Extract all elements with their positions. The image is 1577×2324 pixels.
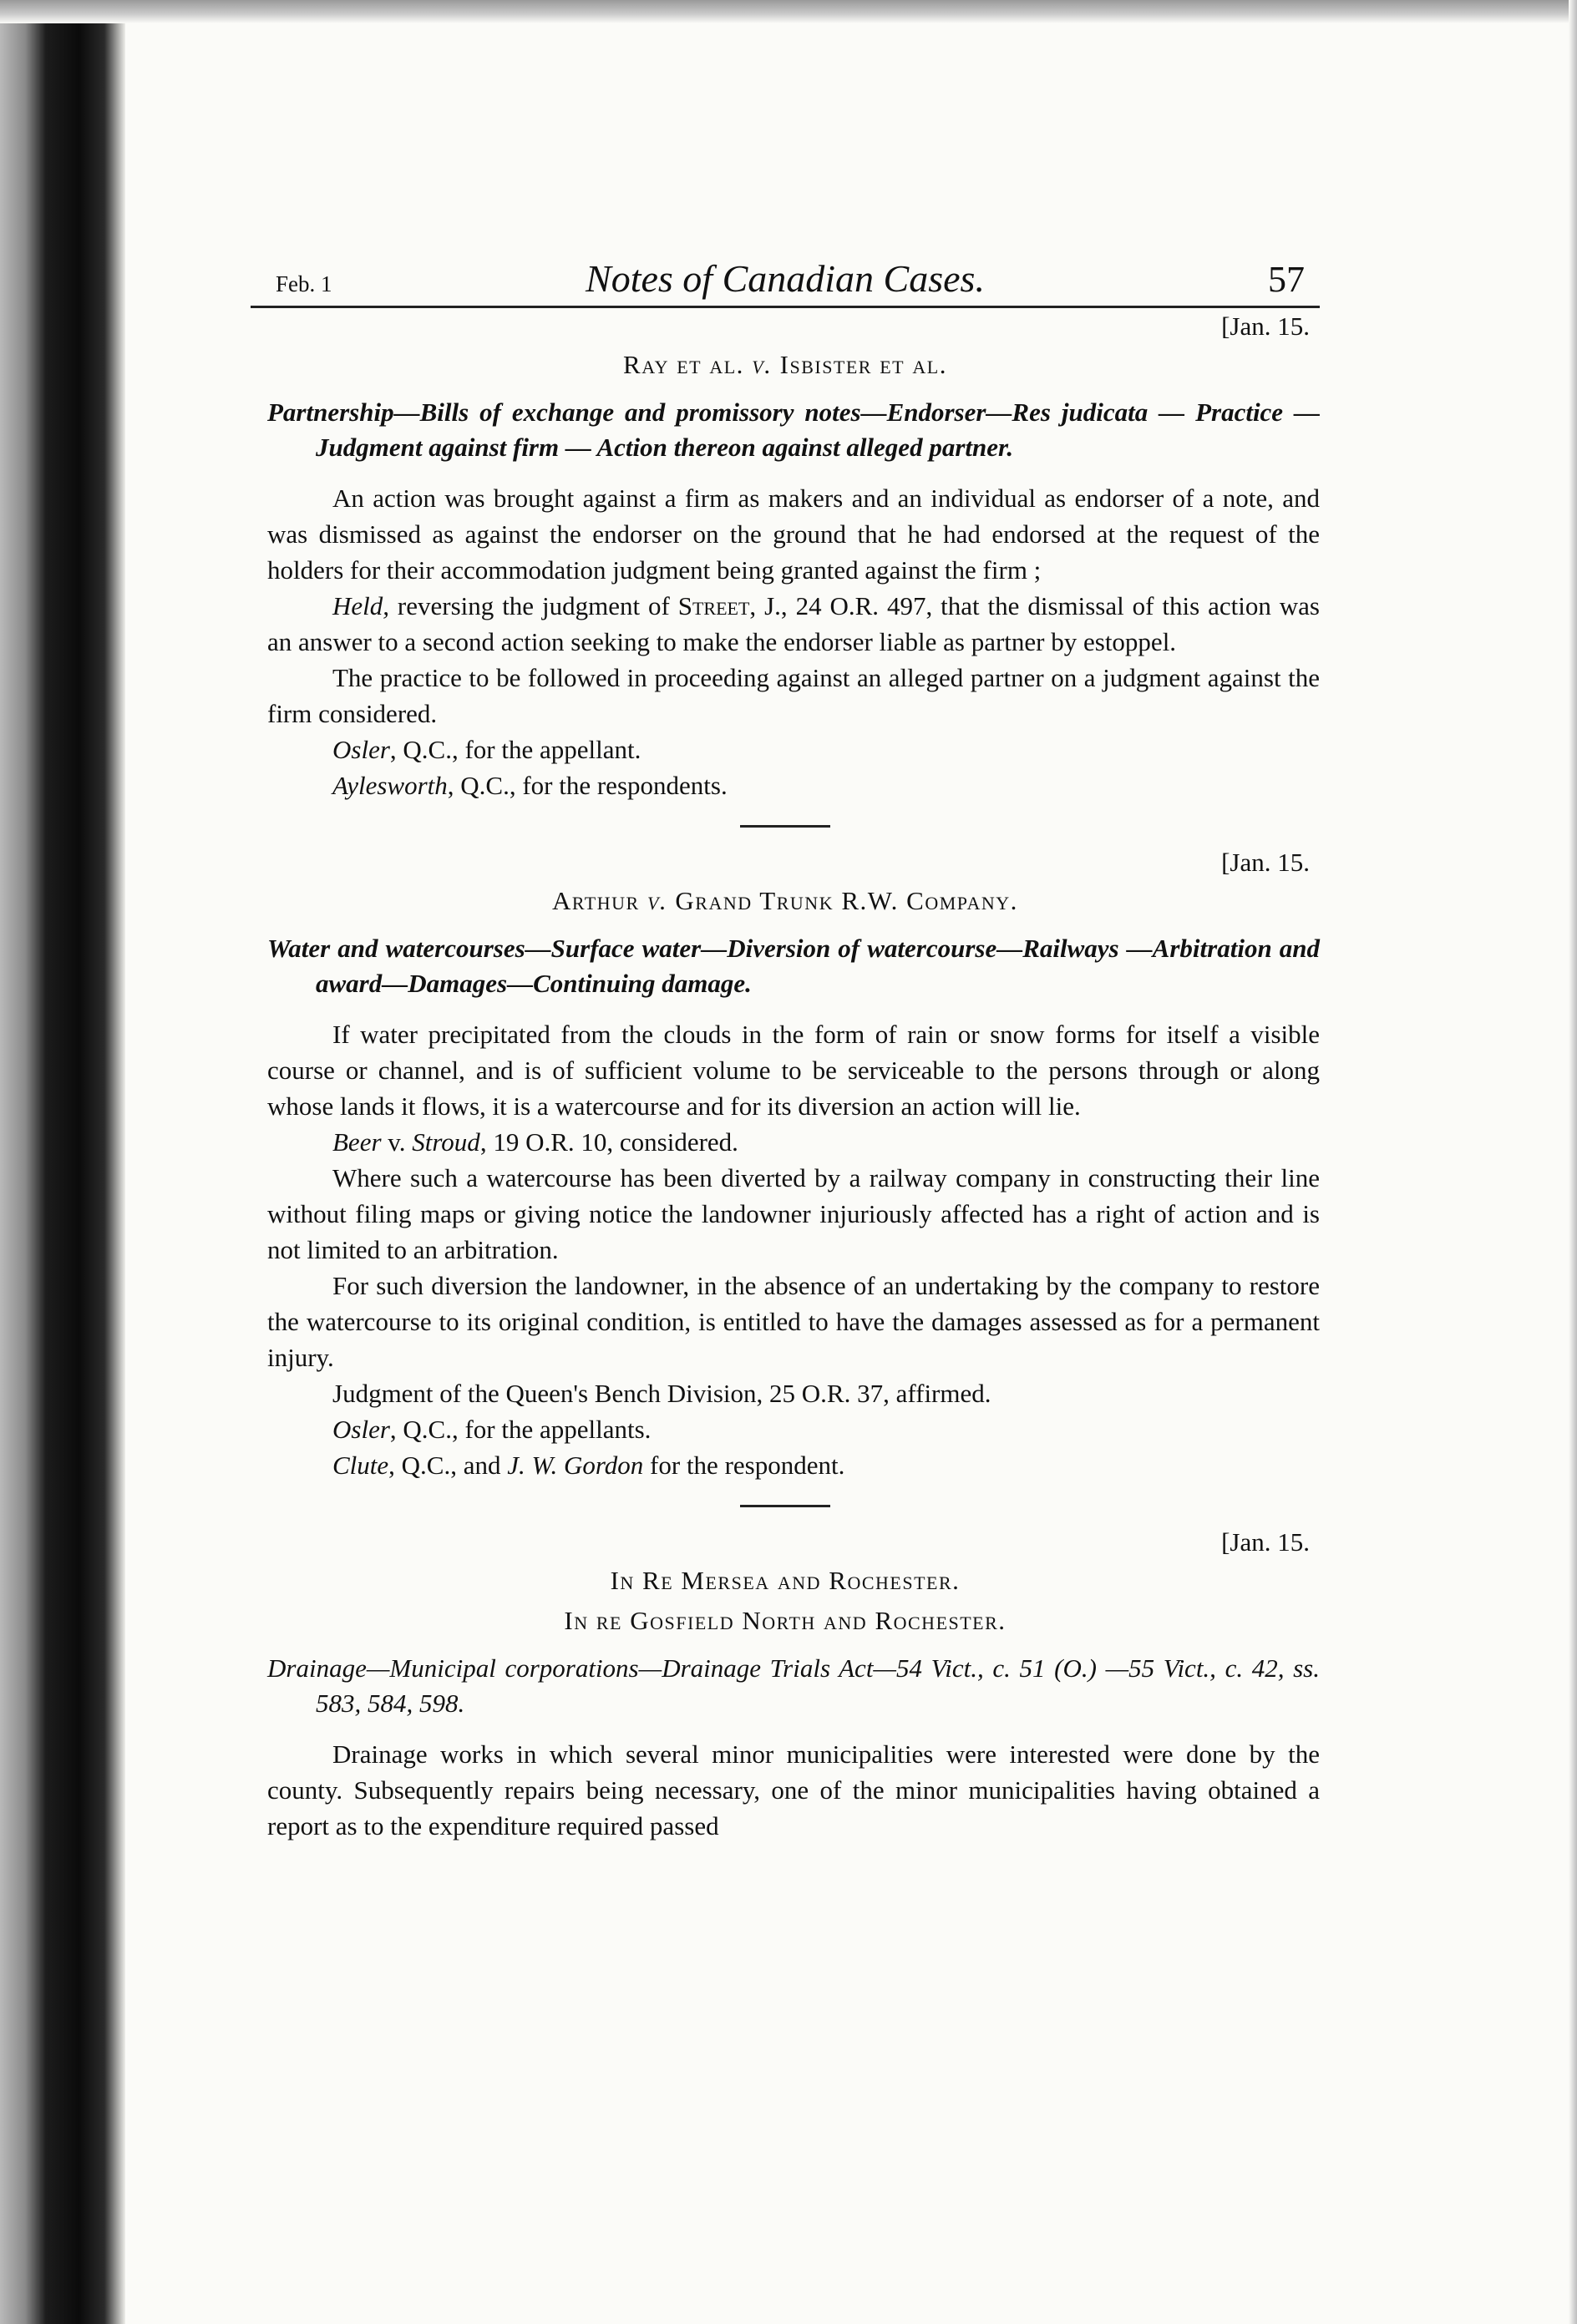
text-run: , 19 O.R. 10, considered. <box>479 1127 738 1157</box>
case-party-plaintiff: Ray et al. <box>623 350 744 379</box>
top-scan-edge <box>0 0 1577 23</box>
text-run: , J., 24 O.R. 497, that the dismissal of this action was an answer to a second action seeking to make the endorser liable as partner by estoppel. <box>267 591 1320 656</box>
case-title <box>251 881 1320 921</box>
text-run: , Q.C., for the appellants. <box>389 1415 652 1444</box>
cited-party: Beer <box>332 1127 382 1157</box>
case-title-secondary: In re Gosfield North and Rochester. <box>564 1606 1007 1635</box>
case-versus: v. <box>752 350 773 379</box>
counsel-line <box>332 732 1320 767</box>
case-party-defendant: Grand Trunk R.W. Company. <box>675 886 1018 915</box>
text-run: , Q.C., for the appellant. <box>389 735 641 764</box>
case-headnote: Drainage—Municipal corporations—Drainage Trials Act—54 Vict., c. 51 (O.) —55 Vict., c. 42, ss. 583, 584, 598. <box>267 1653 1320 1718</box>
judgment-line: Judgment of the Queen's Bench Division, 25 O.R. 37, affirmed. <box>332 1379 991 1408</box>
text-run: v. <box>381 1127 413 1157</box>
case-paragraph: Drainage works in which several minor municipalities were interested were done by the county. Subsequently repairs being necessary, one of the minor municipalities having obtained a report as to the expenditure required passed <box>267 1739 1320 1840</box>
counsel-name: J. W. Gordon <box>507 1451 644 1480</box>
counsel-name: Aylesworth <box>332 771 448 800</box>
counsel-line <box>332 767 1320 803</box>
right-scan-edge <box>1569 0 1577 2324</box>
case-party-plaintiff: Arthur <box>552 886 640 915</box>
case-paragraph: If water precipitated from the clouds in the form of rain or snow forms for itself a visible course or channel, and is of sufficient volume to be serviceable to the persons through or along whose lands it flows, it is a watercourse and for its diversion an action will lie. <box>267 1020 1320 1121</box>
case-paragraph: An action was brought against a firm as makers and an individual as endorser of a note, and was dismissed as against the endorser on the ground that he had endorsed at the request of the holders for their accommodation judgment being granted against the firm ; <box>267 484 1320 585</box>
text-run: reversing the judgment of <box>389 591 678 620</box>
binding-shadow <box>0 0 125 2324</box>
citation-line <box>332 1124 1320 1160</box>
text-run: , Q.C., for the respondents. <box>447 771 728 800</box>
running-head-title: Notes of Canadian Cases. <box>586 257 985 300</box>
case-party-defendant: Isbister et al. <box>779 350 947 379</box>
text-run: for the respondent. <box>643 1451 845 1480</box>
counsel-line <box>332 1411 1320 1447</box>
case-versus: v. <box>647 886 668 915</box>
case-ray-v-isbister <box>251 308 1320 803</box>
case-title <box>251 345 1320 385</box>
page-number: 57 <box>1268 259 1305 300</box>
case-paragraph: For such diversion the landowner, in the absence of an undertaking by the company to restore the watercourse to its original condition, is entitled to have the damages assessed as for a permanent injury. <box>267 1271 1320 1372</box>
counsel-name: Osler <box>332 1415 390 1444</box>
section-divider <box>740 1505 830 1507</box>
page-body <box>251 251 1320 1844</box>
held-label: Held, <box>332 591 390 620</box>
case-title: In Re Mersea and Rochester. <box>610 1566 961 1595</box>
case-paragraph: The practice to be followed in proceeding against an alleged partner on a judgment against the firm considered. <box>267 663 1320 728</box>
judge-name: Street <box>677 591 750 620</box>
case-date: [Jan. 15. <box>1221 848 1310 877</box>
case-arthur-v-grand-trunk <box>251 844 1320 1483</box>
text-run: , Q.C., and <box>388 1451 508 1480</box>
counsel-name: Clute <box>332 1451 389 1480</box>
case-paragraph <box>267 588 1320 660</box>
cited-party: Stroud <box>412 1127 480 1157</box>
running-head <box>251 251 1320 308</box>
case-headnote: Water and watercourses—Surface water—Diversion of watercourse—Railways —Arbitration and award—Damages—Continuing damage. <box>267 934 1320 998</box>
section-divider <box>740 825 830 828</box>
case-date: [Jan. 15. <box>1221 311 1310 341</box>
counsel-line <box>332 1447 1320 1483</box>
case-headnote: Partnership—Bills of exchange and promissory notes—Endorser—Res judicata — Practice — Judgment against firm — Action thereon against alleged partner. <box>267 397 1320 462</box>
running-head-date: Feb. 1 <box>276 271 332 296</box>
counsel-name: Osler <box>332 735 390 764</box>
case-paragraph: Where such a watercourse has been diverted by a railway company in constructing their line without filing maps or giving notice the landowner injuriously affected has a right of action and is not limited to an arbitration. <box>267 1163 1320 1264</box>
case-date: [Jan. 15. <box>1221 1527 1310 1557</box>
case-mersea-and-rochester <box>251 1524 1320 1844</box>
